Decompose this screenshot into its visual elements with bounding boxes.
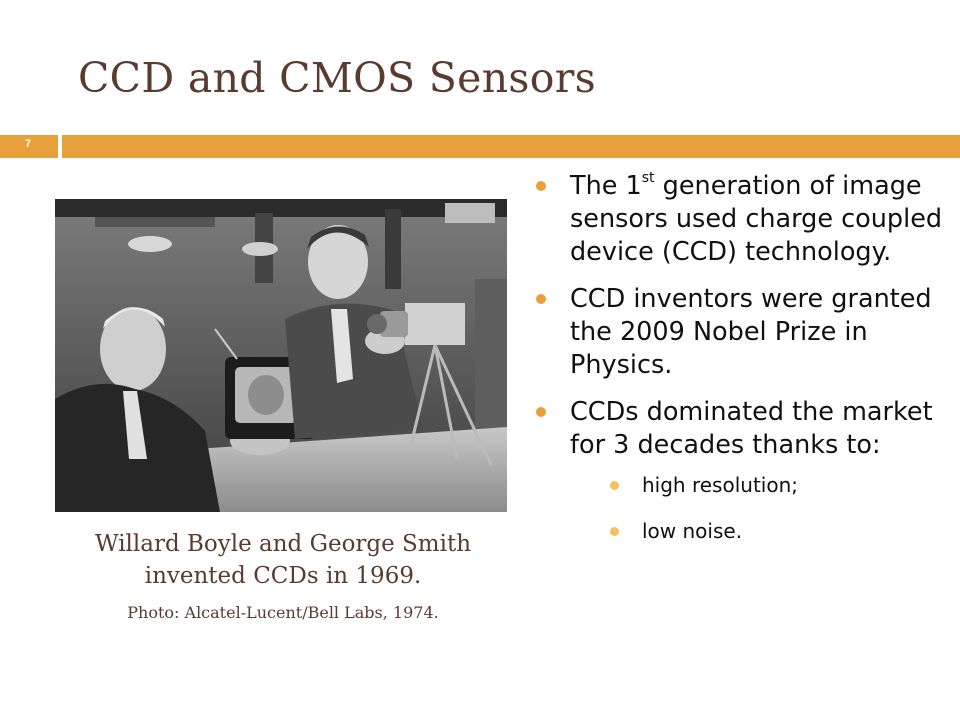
bullet-item: [530, 170, 950, 269]
caption-line-2: invented CCDs in 1969.: [144, 563, 422, 589]
photo-caption: [40, 528, 526, 592]
caption-line-1: Willard Boyle and George Smith: [94, 531, 472, 557]
bullet-text-post: generation of image sensors used charge coupled device (CCD) technology.: [570, 171, 943, 267]
bullet-text: CCD inventors were granted the 2009 Nobel Prize in Physics.: [570, 284, 932, 380]
page-number: 7: [24, 138, 32, 150]
sub-bullet-item: [570, 472, 950, 498]
bullet-text: CCDs dominated the market for 3 decades thanks to:: [570, 397, 933, 460]
sub-bullet-text: low noise.: [642, 519, 743, 543]
bullet-dot-icon: [536, 181, 546, 191]
slide-title: CCD and CMOS Sensors: [78, 54, 596, 102]
bullet-item: [530, 396, 950, 544]
sub-bullet-text: high resolution;: [642, 473, 798, 497]
bullet-superscript: st: [641, 169, 655, 186]
inventors-photo: [55, 199, 507, 512]
sub-bullet-item: [570, 518, 950, 544]
sub-bullet-dot-icon: [610, 481, 619, 490]
bullet-list: [530, 170, 950, 558]
bullet-dot-icon: [536, 407, 546, 417]
bullet-item: [530, 283, 950, 382]
sub-bullet-dot-icon: [610, 527, 619, 536]
bullet-text-pre: The 1: [570, 171, 642, 201]
header-accent-bar: [62, 135, 960, 158]
bullet-dot-icon: [536, 294, 546, 304]
photo-credit: Photo: Alcatel-Lucent/Bell Labs, 1974.: [127, 603, 439, 622]
